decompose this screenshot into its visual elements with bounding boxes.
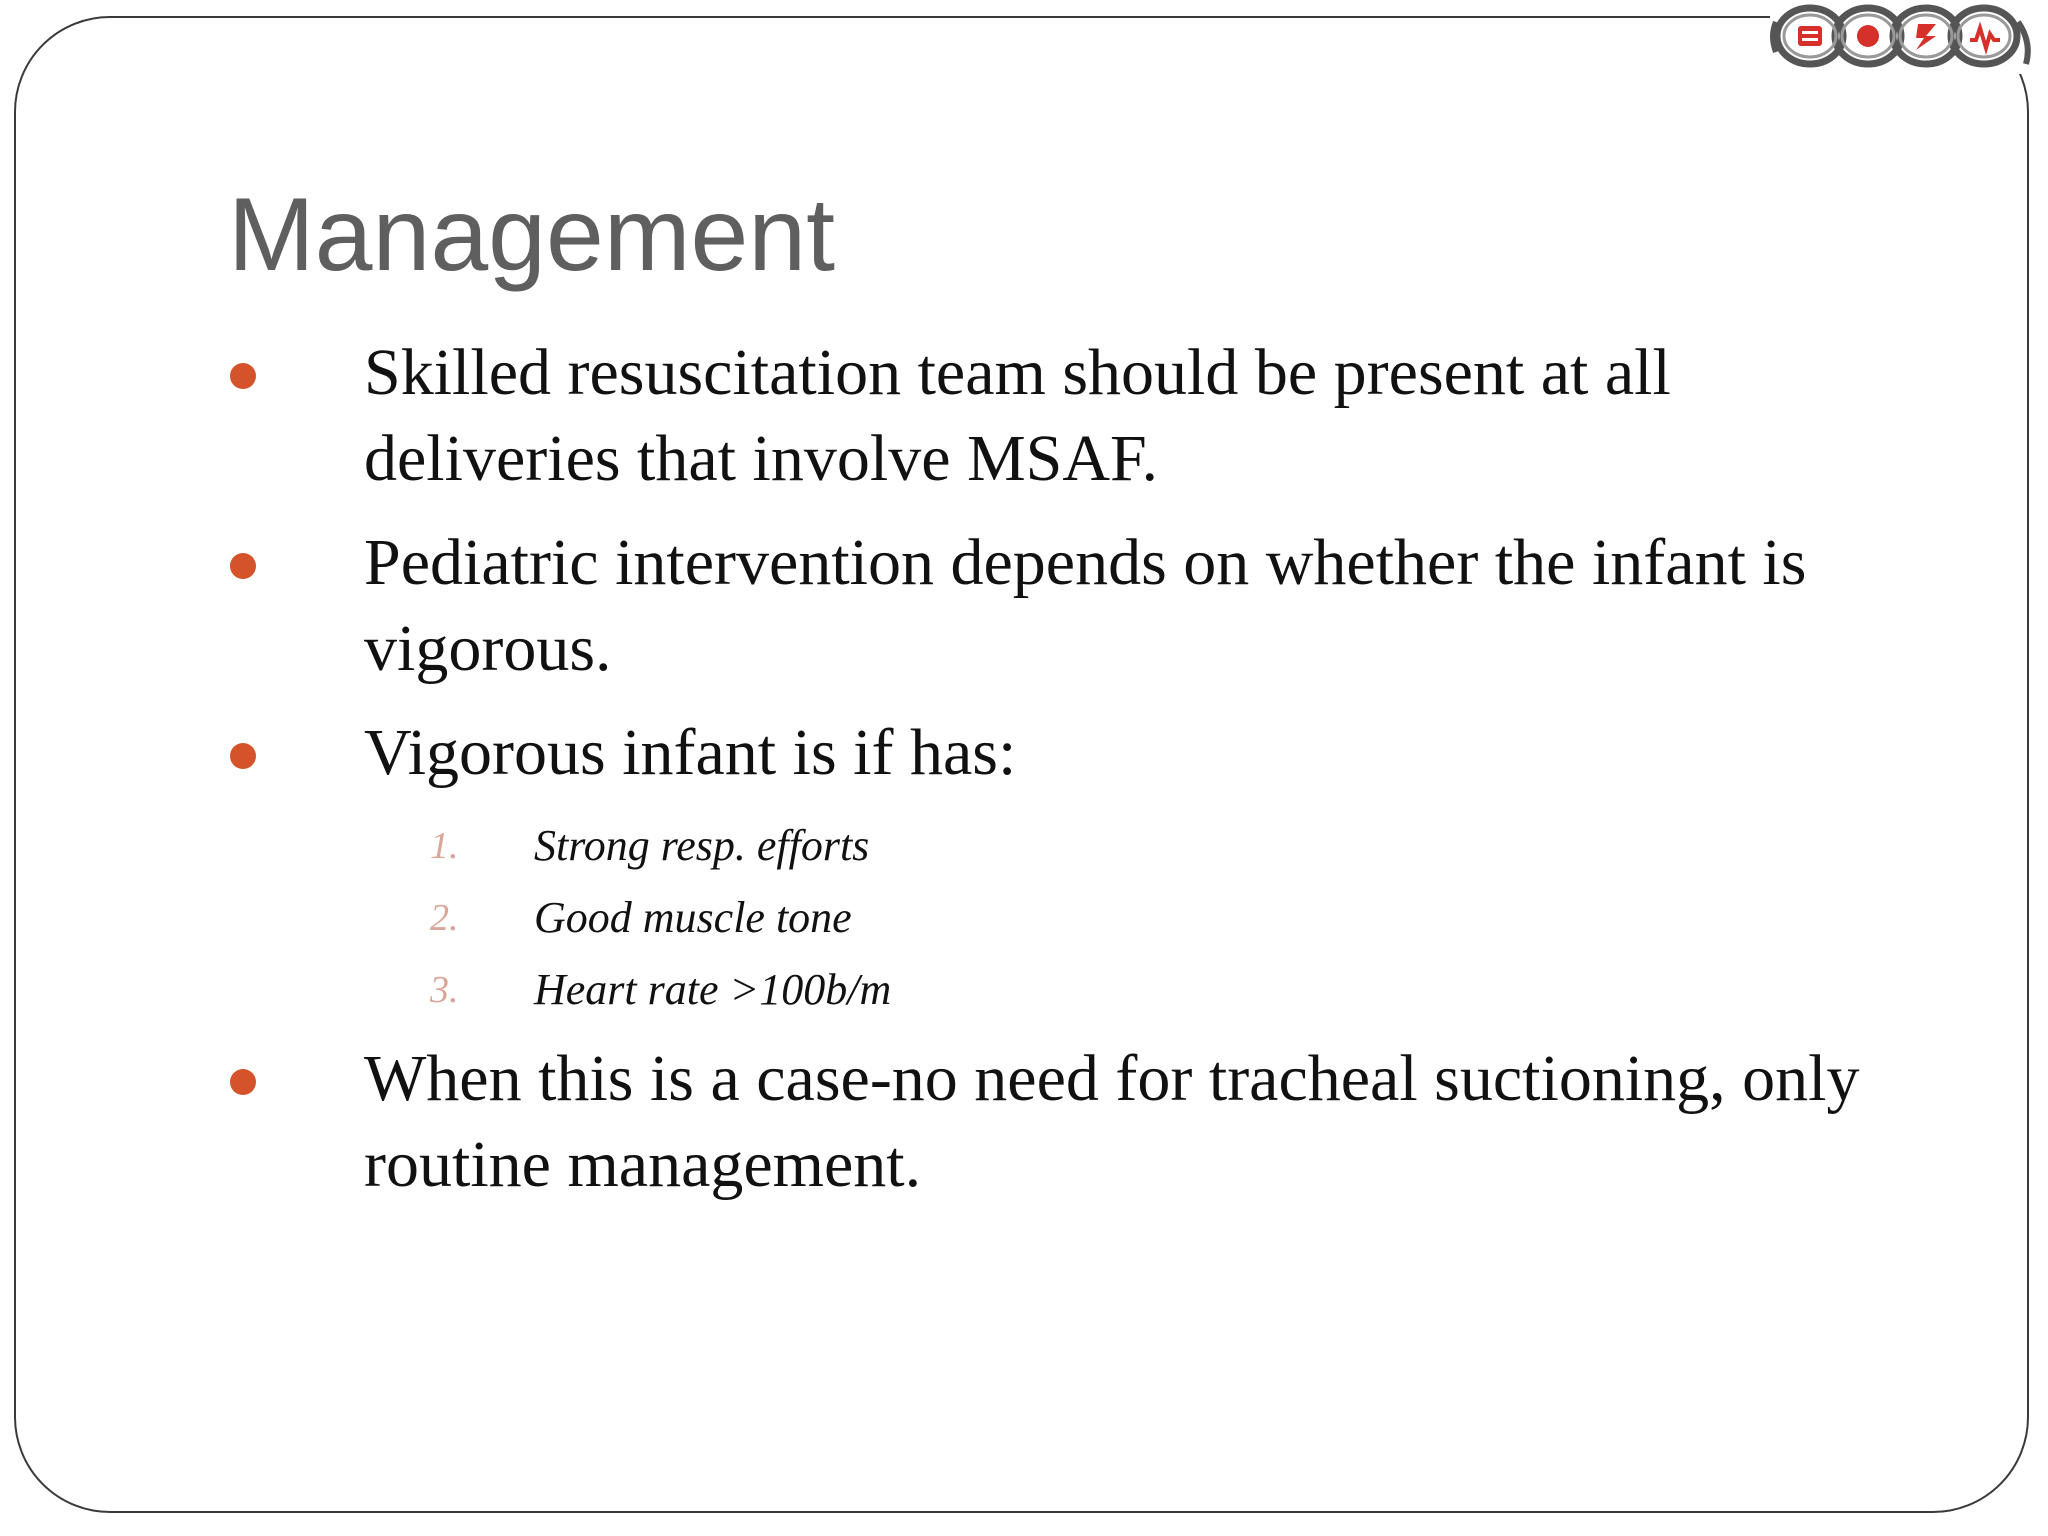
chain-links-logo-icon	[1770, 2, 2042, 74]
bullet-text: Pediatric intervention depends on whether the infant is vigorous.	[364, 526, 1807, 685]
bullet-list	[228, 330, 1908, 1226]
bullet-text: Vigorous infant is if has:	[364, 716, 1017, 789]
sub-item-number: 1.	[430, 825, 459, 867]
bullet-item	[228, 520, 1908, 692]
sub-list-item	[228, 810, 1908, 882]
sub-item-text: Good muscle tone	[534, 893, 852, 942]
bullet-dot-icon	[230, 363, 256, 389]
bullet-item	[228, 330, 1908, 502]
numbered-sub-list	[228, 810, 1908, 1026]
slide-title: Management	[228, 177, 836, 293]
sub-item-text: Heart rate >100b/m	[534, 965, 892, 1014]
bullet-dot-icon	[230, 743, 256, 769]
sub-list-item	[228, 954, 1908, 1026]
bullet-dot-icon	[230, 1069, 256, 1095]
sub-list-container	[228, 810, 1908, 1026]
sub-item-number: 2.	[430, 897, 459, 939]
bullet-dot-icon	[230, 553, 256, 579]
sub-list-item	[228, 882, 1908, 954]
bullet-item	[228, 1036, 1908, 1208]
sub-item-number: 3.	[430, 969, 459, 1011]
bullet-text: When this is a case-no need for tracheal suctioning, only routine management.	[364, 1042, 1860, 1201]
bullet-item	[228, 710, 1908, 796]
bullet-text: Skilled resuscitation team should be present at all deliveries that involve MSAF.	[364, 336, 1671, 495]
sub-item-text: Strong resp. efforts	[534, 821, 870, 870]
